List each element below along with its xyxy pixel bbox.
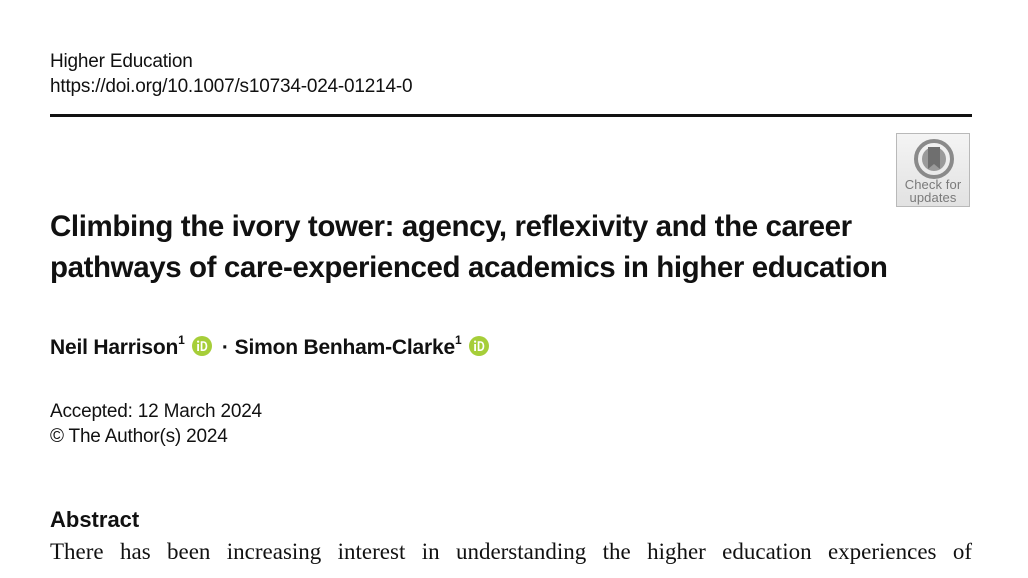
abstract-text: There has been increasing interest in understanding the higher education experiences of xyxy=(50,539,972,564)
badge-line-1: Check for xyxy=(904,177,962,192)
journal-name: Higher Education xyxy=(50,51,193,72)
author-list xyxy=(50,328,489,362)
accepted-date: Accepted: 12 March 2024 xyxy=(50,401,262,422)
copyright-notice: © The Author(s) 2024 xyxy=(50,426,228,447)
doi-link[interactable]: https://doi.org/10.1007/s10734-024-01214-0 xyxy=(50,76,413,97)
abstract-heading: Abstract xyxy=(50,507,140,532)
author-separator: · xyxy=(221,336,229,359)
author-name: Simon Benham-Clarke xyxy=(234,336,455,359)
orcid-icon[interactable] xyxy=(469,336,489,356)
author-name: Neil Harrison xyxy=(50,336,179,359)
check-for-updates-badge[interactable] xyxy=(896,133,970,207)
author-affiliation: 1 xyxy=(454,333,462,347)
badge-line-2: updates xyxy=(909,190,957,205)
author-affiliation: 1 xyxy=(178,333,185,347)
article-title: Climbing the ivory tower: agency, reflexivity and the career pathways of care-experienced academics in higher education xyxy=(50,210,888,284)
bookmark-circle-icon xyxy=(913,138,955,180)
orcid-icon[interactable] xyxy=(192,336,212,356)
header-rule xyxy=(50,114,972,117)
